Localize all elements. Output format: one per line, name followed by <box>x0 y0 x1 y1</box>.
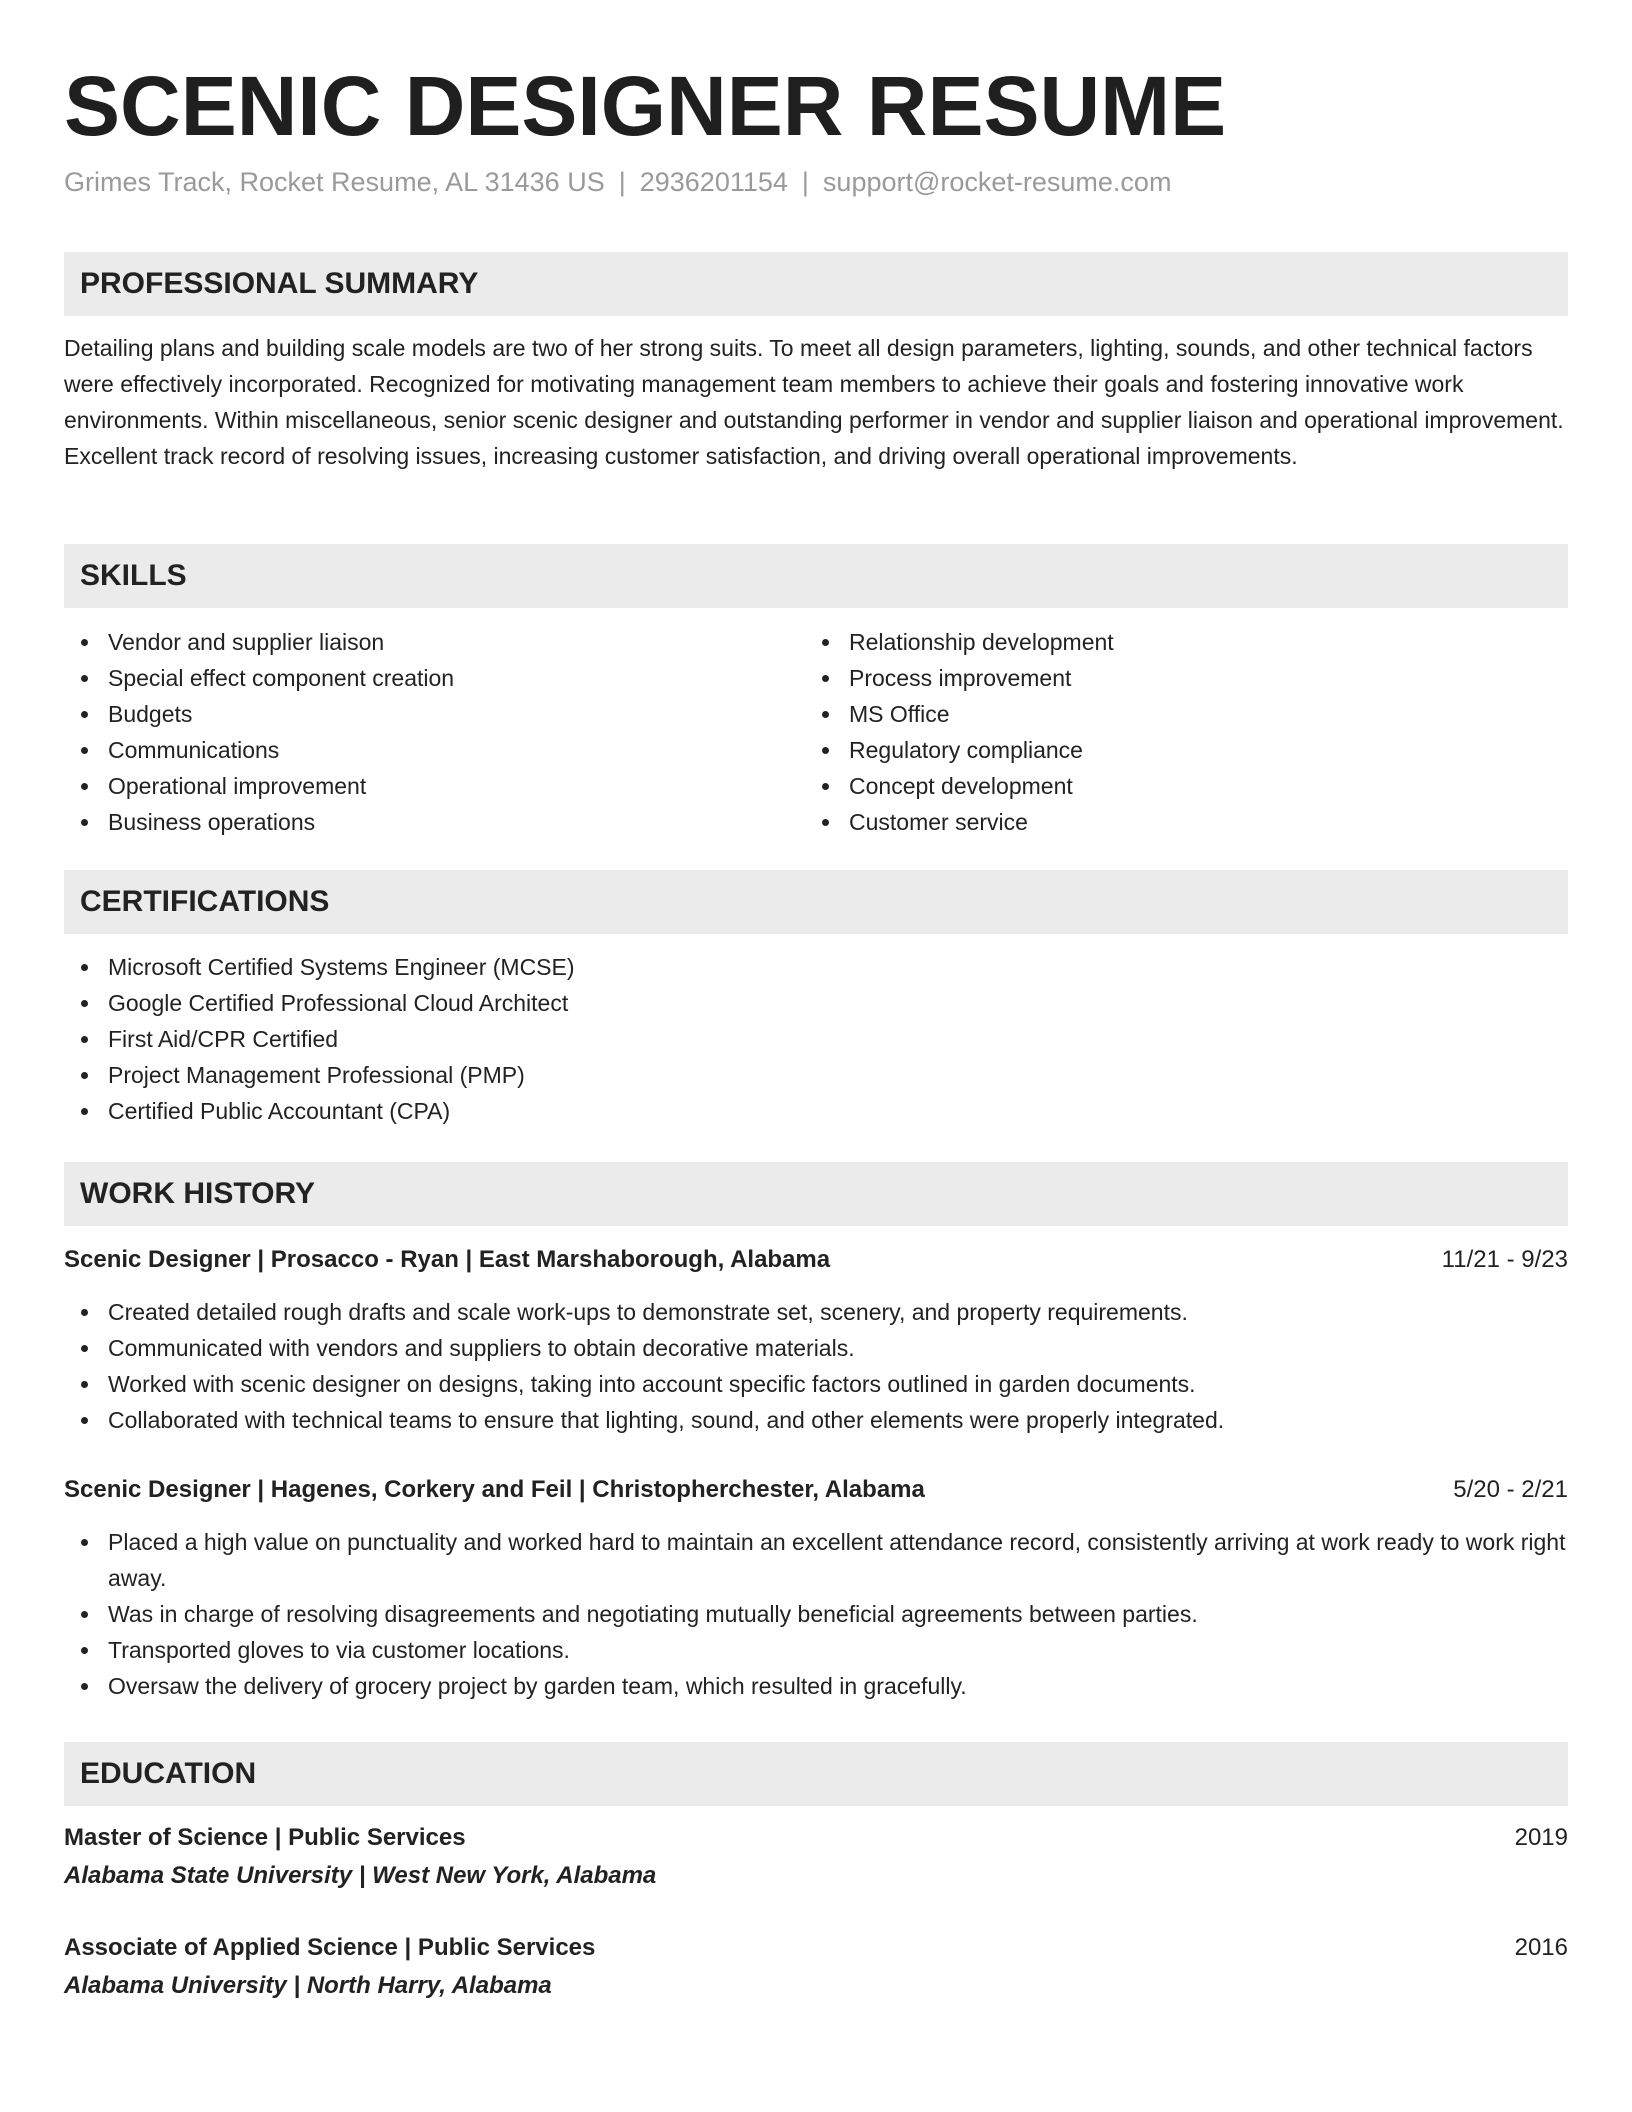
contact-line <box>64 164 1171 200</box>
job-header <box>64 1472 1568 1508</box>
school: Alabama State University | West New York, Alabama <box>64 1862 657 1889</box>
section-header-summary <box>64 252 1568 316</box>
job-dates: 5/20 - 2/21 <box>1453 1476 1568 1503</box>
skill-item: Regulatory compliance <box>805 732 1565 768</box>
skill-item: MS Office <box>805 696 1565 732</box>
job-bullet: Created detailed rough drafts and scale work-ups to demonstrate set, scenery, and property requirements. <box>64 1294 1568 1330</box>
skill-item: Process improvement <box>805 660 1565 696</box>
section-header-education <box>64 1742 1568 1806</box>
job-bullet: Collaborated with technical teams to ensure that lighting, sound, and other elements were properly integrated. <box>64 1402 1568 1438</box>
education-header <box>64 1820 1568 1856</box>
section-heading: PROFESSIONAL SUMMARY <box>80 267 479 300</box>
contact-separator: | <box>801 167 809 197</box>
job-bullets <box>64 1294 1568 1438</box>
certification-item: Microsoft Certified Systems Engineer (MCSE) <box>64 949 1568 985</box>
skill-item: Business operations <box>64 804 804 840</box>
section-header-skills <box>64 544 1568 608</box>
degree: Master of Science | Public Services <box>64 1824 466 1851</box>
graduation-year: 2019 <box>1514 1824 1568 1851</box>
skill-item: Budgets <box>64 696 804 732</box>
certification-item: First Aid/CPR Certified <box>64 1021 1568 1057</box>
skills-list-left <box>64 624 804 840</box>
contact-separator: | <box>618 167 626 197</box>
skill-item: Communications <box>64 732 804 768</box>
graduation-year: 2016 <box>1514 1934 1568 1961</box>
skill-item: Operational improvement <box>64 768 804 804</box>
education-header <box>64 1930 1568 1966</box>
job-bullets <box>64 1524 1568 1704</box>
job-title: Scenic Designer | Prosacco - Ryan | East Marshaborough, Alabama <box>64 1246 831 1273</box>
section-heading: SKILLS <box>80 559 187 592</box>
skill-item: Relationship development <box>805 624 1565 660</box>
contact-address: Grimes Track, Rocket Resume, AL 31436 US <box>64 167 605 197</box>
resume-title: SCENIC DESIGNER RESUME <box>64 59 1227 153</box>
skill-item: Special effect component creation <box>64 660 804 696</box>
job-header <box>64 1242 1568 1278</box>
certification-item: Google Certified Professional Cloud Architect <box>64 985 1568 1021</box>
job-bullet: Oversaw the delivery of grocery project by garden team, which resulted in gracefully. <box>64 1668 1568 1704</box>
certification-item: Project Management Professional (PMP) <box>64 1057 1568 1093</box>
skill-item: Customer service <box>805 804 1565 840</box>
job-bullet: Placed a high value on punctuality and worked hard to maintain an excellent attendance record, consistently arriving at work ready to work right away. <box>64 1524 1568 1596</box>
contact-phone[interactable]: 2936201154 <box>639 167 788 197</box>
contact-email[interactable]: support@rocket-resume.com <box>822 167 1172 197</box>
job-title: Scenic Designer | Hagenes, Corkery and Feil | Christopherchester, Alabama <box>64 1476 925 1503</box>
job-bullet: Transported gloves to via customer locations. <box>64 1632 1568 1668</box>
certification-item: Certified Public Accountant (CPA) <box>64 1093 1568 1129</box>
certifications-list <box>64 949 1568 1129</box>
job-dates: 11/21 - 9/23 <box>1441 1246 1568 1273</box>
section-header-work-history <box>64 1162 1568 1226</box>
job-bullet: Worked with scenic designer on designs, taking into account specific factors outlined in garden documents. <box>64 1366 1568 1402</box>
section-heading: CERTIFICATIONS <box>80 885 330 918</box>
skill-item: Vendor and supplier liaison <box>64 624 804 660</box>
section-heading: WORK HISTORY <box>80 1177 316 1210</box>
degree: Associate of Applied Science | Public Services <box>64 1934 596 1961</box>
section-heading: EDUCATION <box>80 1757 257 1790</box>
skills-list-right <box>805 624 1565 840</box>
job-bullet: Communicated with vendors and suppliers to obtain decorative materials. <box>64 1330 1568 1366</box>
skill-item: Concept development <box>805 768 1565 804</box>
summary-text: Detailing plans and building scale models are two of her strong suits. To meet all design parameters, lighting, sounds, and other technical factors were effectively incorporated. Recognized for motivating management team members to achieve their goals and fostering innovative work environments. Within miscellaneous, senior scenic designer and outstanding performer in vendor and supplier liaison and operational improvement. Excellent track record of resolving issues, increasing customer satisfaction, and driving overall operational improvements. <box>64 335 1564 469</box>
school: Alabama University | North Harry, Alabama <box>64 1972 552 1999</box>
section-header-certifications <box>64 870 1568 934</box>
job-bullet: Was in charge of resolving disagreements and negotiating mutually beneficial agreements between parties. <box>64 1596 1568 1632</box>
